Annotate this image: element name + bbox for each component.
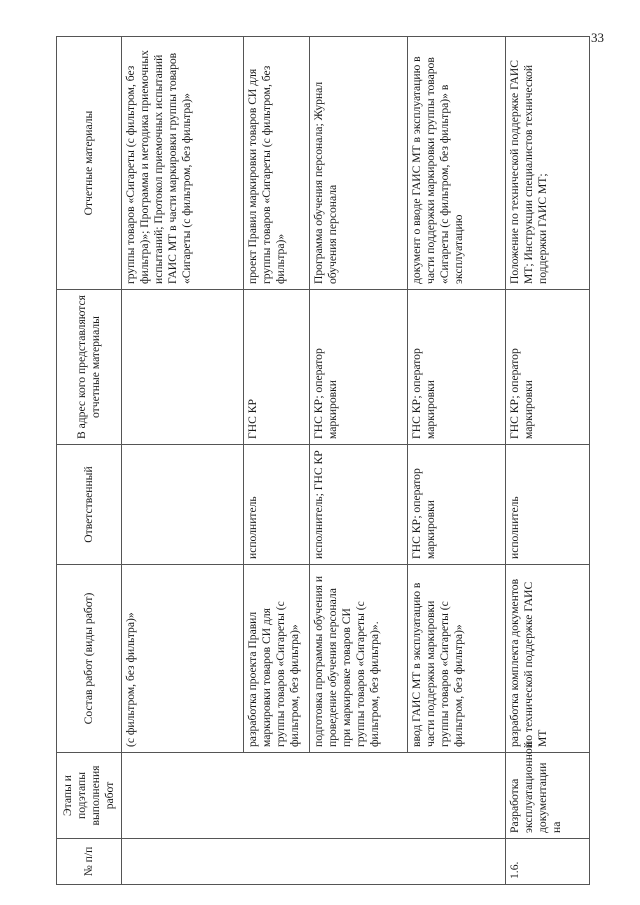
cell-recipient: [122, 290, 244, 445]
cell-materials: Положение по технической поддержке ГАИС МТ; Инструкции специалистов технической поддержки ГАИС МТ;: [506, 37, 590, 290]
header-stage: Этапы и подэтапы выполнения работ: [57, 753, 122, 839]
cell-recipient: ГНС КР; оператор маркировки: [408, 290, 506, 445]
cell-responsible: исполнитель: [506, 445, 590, 565]
cell-materials: группы товаров «Сигареты (с фильтром, без фильтра)»; Программа и методика приемочных испытаний; Протокол приемочных испытаний ГАИС МТ в части маркировки группы товаров «Сигареты (с фильтром, без фильтра)»: [122, 37, 244, 290]
cell-responsible: [122, 445, 244, 565]
table-row: [122, 37, 244, 885]
cell-num: [122, 839, 506, 885]
cell-num: 1.6.: [506, 839, 590, 885]
cell-work: (с фильтром, без фильтра)»: [122, 565, 244, 753]
table-header-row: [57, 37, 122, 885]
cell-stage: [122, 753, 506, 839]
header-recipient: В адрес кого представляются отчетные материалы: [57, 290, 122, 445]
page-number: 33: [591, 30, 604, 45]
cell-stage: Разработка эксплуатационной документации на: [506, 753, 590, 839]
header-responsible: Ответственный: [57, 445, 122, 565]
cell-recipient: ГНС КР; оператор маркировки: [506, 290, 590, 445]
cell-work: ввод ГАИС МТ в эксплуатацию в части поддержки маркировки группы товаров «Сигареты (с фильтром, без фильтра)»: [408, 565, 506, 753]
cell-work: подготовка программы обучения и проведение обучения персонала при маркировке товаров СИ группы товаров «Сигареты (с фильтром, без фильтра)».: [310, 565, 408, 753]
cell-materials: Программа обучения персонала; Журнал обучения персонала: [310, 37, 408, 290]
work-plan-table: [56, 36, 590, 885]
cell-responsible: исполнитель: [244, 445, 310, 565]
rotated-table-container: [56, 37, 596, 885]
cell-responsible: исполнитель; ГНС КР: [310, 445, 408, 565]
cell-work: разработка комплекта документов по технической поддержке ГАИС МТ: [506, 565, 590, 753]
header-num: № п/п: [57, 839, 122, 885]
cell-recipient: ГНС КР: [244, 290, 310, 445]
cell-responsible: ГНС КР; оператор маркировки: [408, 445, 506, 565]
cell-work: разработка проекта Правил маркировки товаров СИ для группы товаров «Сигареты (с фильтром, без фильтра)»: [244, 565, 310, 753]
header-work: Состав работ (виды работ): [57, 565, 122, 753]
header-materials: Отчетные материалы: [57, 37, 122, 290]
table-row: [506, 37, 590, 885]
cell-materials: документ о вводе ГАИС МТ в эксплуатацию в части поддержки маркировки группы товаров «Сигареты (с фильтром, без фильтра)» в эксплуатацию: [408, 37, 506, 290]
cell-materials: проект Правил маркировки товаров СИ для группы товаров «Сигареты (с фильтром, без фильтра)»: [244, 37, 310, 290]
cell-recipient: ГНС КР; оператор маркировки: [310, 290, 408, 445]
